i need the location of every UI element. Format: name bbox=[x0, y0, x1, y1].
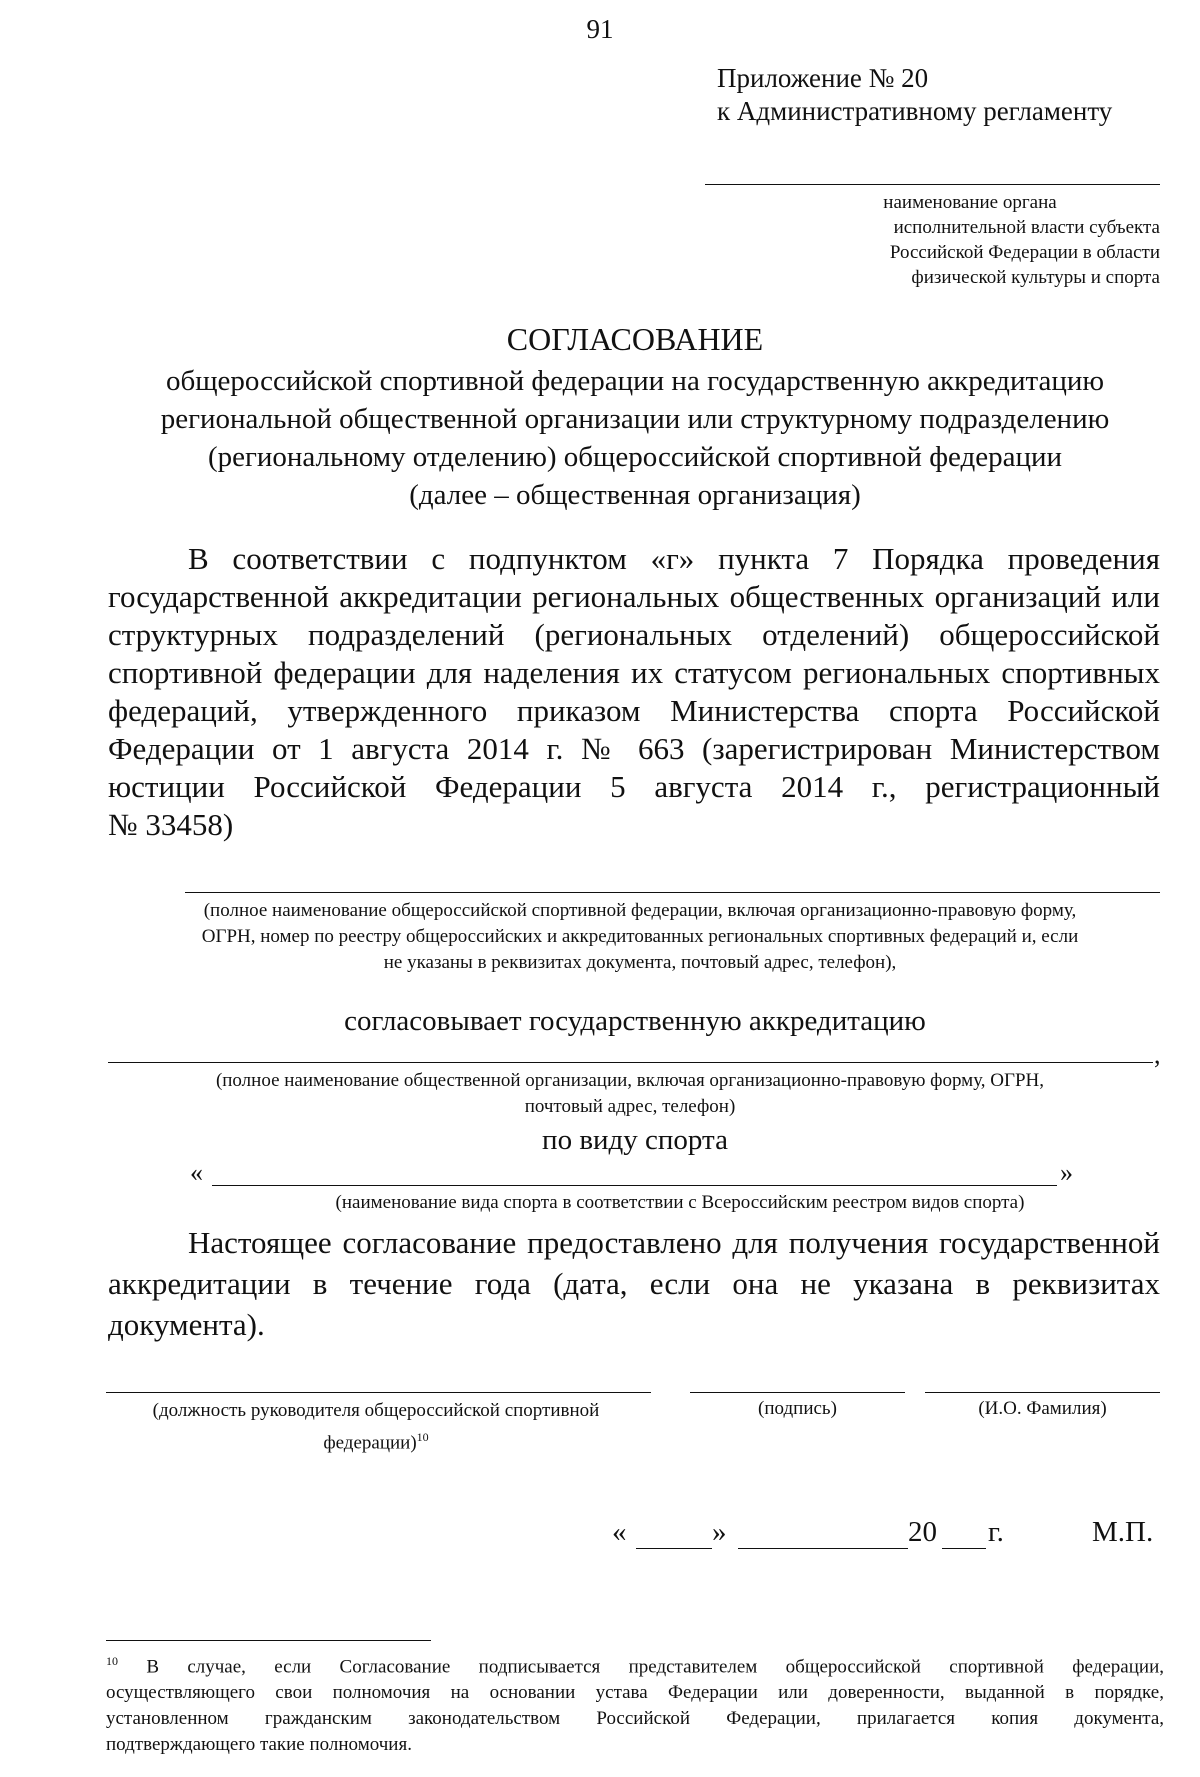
validity-line: документа). bbox=[108, 1307, 265, 1342]
page-number: 91 bbox=[586, 14, 614, 44]
date-month-line bbox=[738, 1548, 908, 1549]
name-caption: (И.О. Фамилия) bbox=[978, 1398, 1107, 1419]
main-paragraph bbox=[108, 540, 1160, 844]
position-caption-line: (должность руководителя общероссийской спортивной bbox=[152, 1400, 600, 1421]
footnote-separator bbox=[106, 1640, 431, 1641]
document-title: СОГЛАСОВАНИЕ bbox=[506, 321, 764, 357]
paragraph-line: юстиции Российской Федерации 5 августа 2014 г., регистрационный bbox=[108, 769, 1160, 804]
paragraph-line: спортивной федерации для наделения их статусом региональных спортивных bbox=[108, 655, 1160, 690]
agrees-text: согласовывает государственную аккредитацию bbox=[344, 1005, 926, 1037]
subtitle-line: региональной общественной организации или структурному подразделению bbox=[160, 403, 1110, 435]
subtitle-line: (далее – общественная организация) bbox=[409, 479, 861, 511]
footnote-line: установленном гражданским законодательством Российской Федерации, прилагается копия документа, bbox=[106, 1708, 1164, 1730]
date-quote-open: « bbox=[612, 1516, 627, 1548]
sport-quote-close: » bbox=[1060, 1158, 1073, 1187]
sport-quote-open: « bbox=[190, 1158, 203, 1187]
organization-caption bbox=[100, 1068, 1160, 1120]
sport-name-line bbox=[212, 1185, 1057, 1186]
name-line bbox=[925, 1392, 1160, 1393]
footnote-line: подтверждающего такие полномочия. bbox=[106, 1734, 412, 1756]
federation-caption-line: (полное наименование общероссийской спортивной федерации, включая организационно-правовую форму, bbox=[203, 900, 1077, 921]
position-line bbox=[106, 1392, 651, 1393]
validity-line: Настоящее согласование предоставлено для получения государственной bbox=[188, 1225, 1160, 1260]
paragraph-line: государственной аккредитации региональных общественных организаций или bbox=[108, 579, 1160, 614]
footnote-line: В случае, если Согласование подписывается представителем общероссийской спортивной федерации, bbox=[146, 1656, 1164, 1678]
authority-caption-line: наименование органа bbox=[883, 192, 1057, 213]
document-subtitle bbox=[100, 362, 1170, 514]
subtitle-line: общероссийской спортивной федерации на государственную аккредитацию bbox=[165, 365, 1105, 397]
appendix-header bbox=[717, 62, 1112, 128]
footnote-number: 10 bbox=[106, 1654, 118, 1668]
paragraph-line: структурных подразделений (региональных отделений) общероссийской bbox=[108, 617, 1160, 652]
authority-caption-line: Российской Федерации в области bbox=[889, 242, 1160, 263]
authority-caption-line: физической культуры и спорта bbox=[911, 267, 1160, 288]
signature-caption: (подпись) bbox=[758, 1398, 837, 1419]
date-day-line bbox=[636, 1548, 712, 1549]
appendix-reference: к Административному регламенту bbox=[717, 96, 1113, 126]
sport-caption: (наименование вида спорта в соответствии с Всероссийским реестром видов спорта) bbox=[335, 1192, 1025, 1213]
footnote-line: осуществляющего свои полномочия на основании устава Федерации или доверенности, выданной в порядке, bbox=[106, 1682, 1164, 1704]
signature-line bbox=[690, 1392, 905, 1393]
organization-caption-line: (полное наименование общественной организации, включая организационно-правовую форму, ОГРН, bbox=[215, 1070, 1045, 1091]
organization-comma: , bbox=[1154, 1040, 1161, 1069]
organization-name-line bbox=[108, 1062, 1153, 1063]
validity-line: аккредитации в течение года (дата, если она не указана в реквизитах bbox=[108, 1266, 1160, 1301]
footnote bbox=[106, 1648, 1164, 1758]
appendix-number: Приложение № 20 bbox=[717, 63, 929, 93]
authority-caption-line: исполнительной власти субъекта bbox=[893, 217, 1160, 238]
validity-paragraph bbox=[108, 1222, 1160, 1345]
footnote-reference: 10 bbox=[416, 1430, 429, 1444]
authority-caption bbox=[780, 190, 1160, 290]
date-year-line bbox=[942, 1548, 986, 1549]
date-year-suffix: г. bbox=[988, 1516, 1004, 1548]
federation-caption-line: не указаны в реквизитах документа, почтовый адрес, телефон), bbox=[383, 952, 897, 973]
subtitle-line: (региональному отделению) общероссийской спортивной федерации bbox=[207, 441, 1063, 473]
position-caption bbox=[96, 1398, 656, 1456]
position-caption-line: федерации) bbox=[323, 1432, 417, 1454]
stamp-label: М.П. bbox=[1092, 1516, 1154, 1548]
authority-name-line bbox=[705, 184, 1160, 185]
paragraph-line: Федерации от 1 августа 2014 г. № 663 (зарегистрирован Министерством bbox=[108, 731, 1160, 766]
federation-caption bbox=[100, 898, 1180, 976]
date-quote-close: » bbox=[712, 1516, 727, 1548]
federation-name-line bbox=[185, 892, 1160, 893]
organization-caption-line: почтовый адрес, телефон) bbox=[524, 1096, 736, 1117]
paragraph-line: В соответствии с подпунктом «г» пункта 7 Порядка проведения bbox=[188, 541, 1160, 576]
date-year-prefix: 20 bbox=[908, 1516, 937, 1548]
sport-label: по виду спорта bbox=[542, 1124, 728, 1156]
paragraph-line: федераций, утвержденного приказом Министерства спорта Российской bbox=[108, 693, 1160, 728]
federation-caption-line: ОГРН, номер по реестру общероссийских и аккредитованных региональных спортивных федераций и, если bbox=[201, 926, 1079, 947]
paragraph-line: № 33458) bbox=[108, 807, 234, 842]
